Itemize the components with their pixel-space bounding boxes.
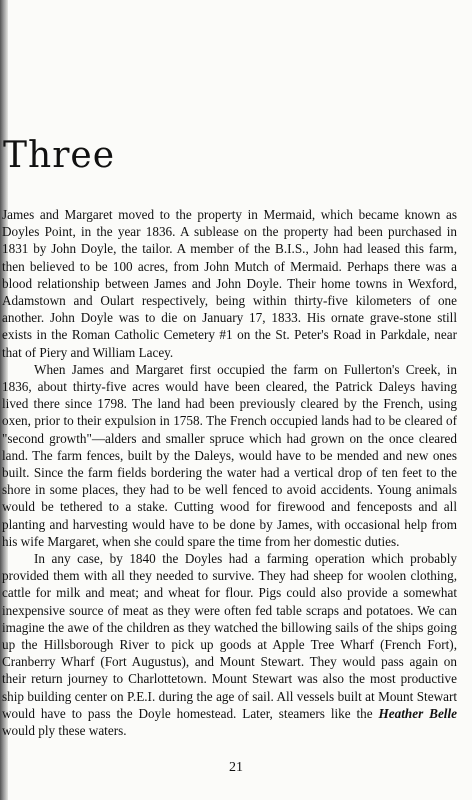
paragraph-3-text-before: In any case, by 1840 the Doyles had a farming operation which probably provided them with all they needed to survive. They had sheep for woolen clothing, cattle for milk and meat; and wheat for flour. Pigs could also provide a somewhat inexpensive source of meat as they were often fed table scraps and potatoes. We can imagine the awe of the children as they watched the billowing sails of the ships going up the Hillsborough River to pick up goods at Apple Tree Wharf (French Fort), Cranberry Wharf (Fort Augustus), and Mount Stewart. They would pass again on their return journey to Charlottetown. Mount Stewart was also the most productive ship building center on P.E.I. during the age of sail. All vessels built at Mount Stewart would have to pass the Doyle homestead. Later, steamers like the (2, 551, 457, 721)
ship-name: Heather Belle (378, 705, 457, 721)
paragraph-2: When James and Margaret first occupied the farm on Fullerton's Creek, in 1836, about thirty-five acres would have been cleared, the Patrick Daleys having lived there since 1798. The land had been previously cleared by the French, using oxen, prior to their expulsion in 1758. The French occupied lands had to be cleared of "second growth"—alders and smaller spruce which had grown on the once cleared land. The farm fences, built by the Daleys, would have to be mended and new ones built. Since the farm fields bordering the water had a vertical drop of ten feet to the shore in some places, they had to be well fenced to avoid accidents. Young animals would be tethered to a stake. Cutting wood for firewood and fenceposts and all planting and harvesting would have to be done by James, with occasional help from his wife Margaret, when she could spare the time from her domestic duties. (2, 361, 457, 549)
paragraph-3-text-after: would ply these waters. (2, 723, 127, 739)
page-number: 21 (229, 760, 243, 775)
paragraph-1: James and Margaret moved to the property in Mermaid, which became known as Doyles Point, in the year 1836. A sublease on the property had been purchased in 1831 by John Doyle, the tailor. A member of the B.I.S., John had leased this farm, then believed to be 100 acres, from John Mutch of Mermaid. Perhaps there was a blood relationship between James and John Doyle. Their home towns in Wexford, Adamstown and Oulart respectively, being within thirty-five kilometers of one another. John Doyle was to die on January 17, 1833. His ornate grave-stone still exists in the Roman Catholic Cemetery #1 on the St. Peter's Road in Parkdale, near that of Piery and William Lacey. (2, 207, 457, 360)
chapter-title: Three (3, 135, 116, 176)
paragraph-3 (2, 550, 457, 739)
chapter-body (2, 206, 457, 739)
